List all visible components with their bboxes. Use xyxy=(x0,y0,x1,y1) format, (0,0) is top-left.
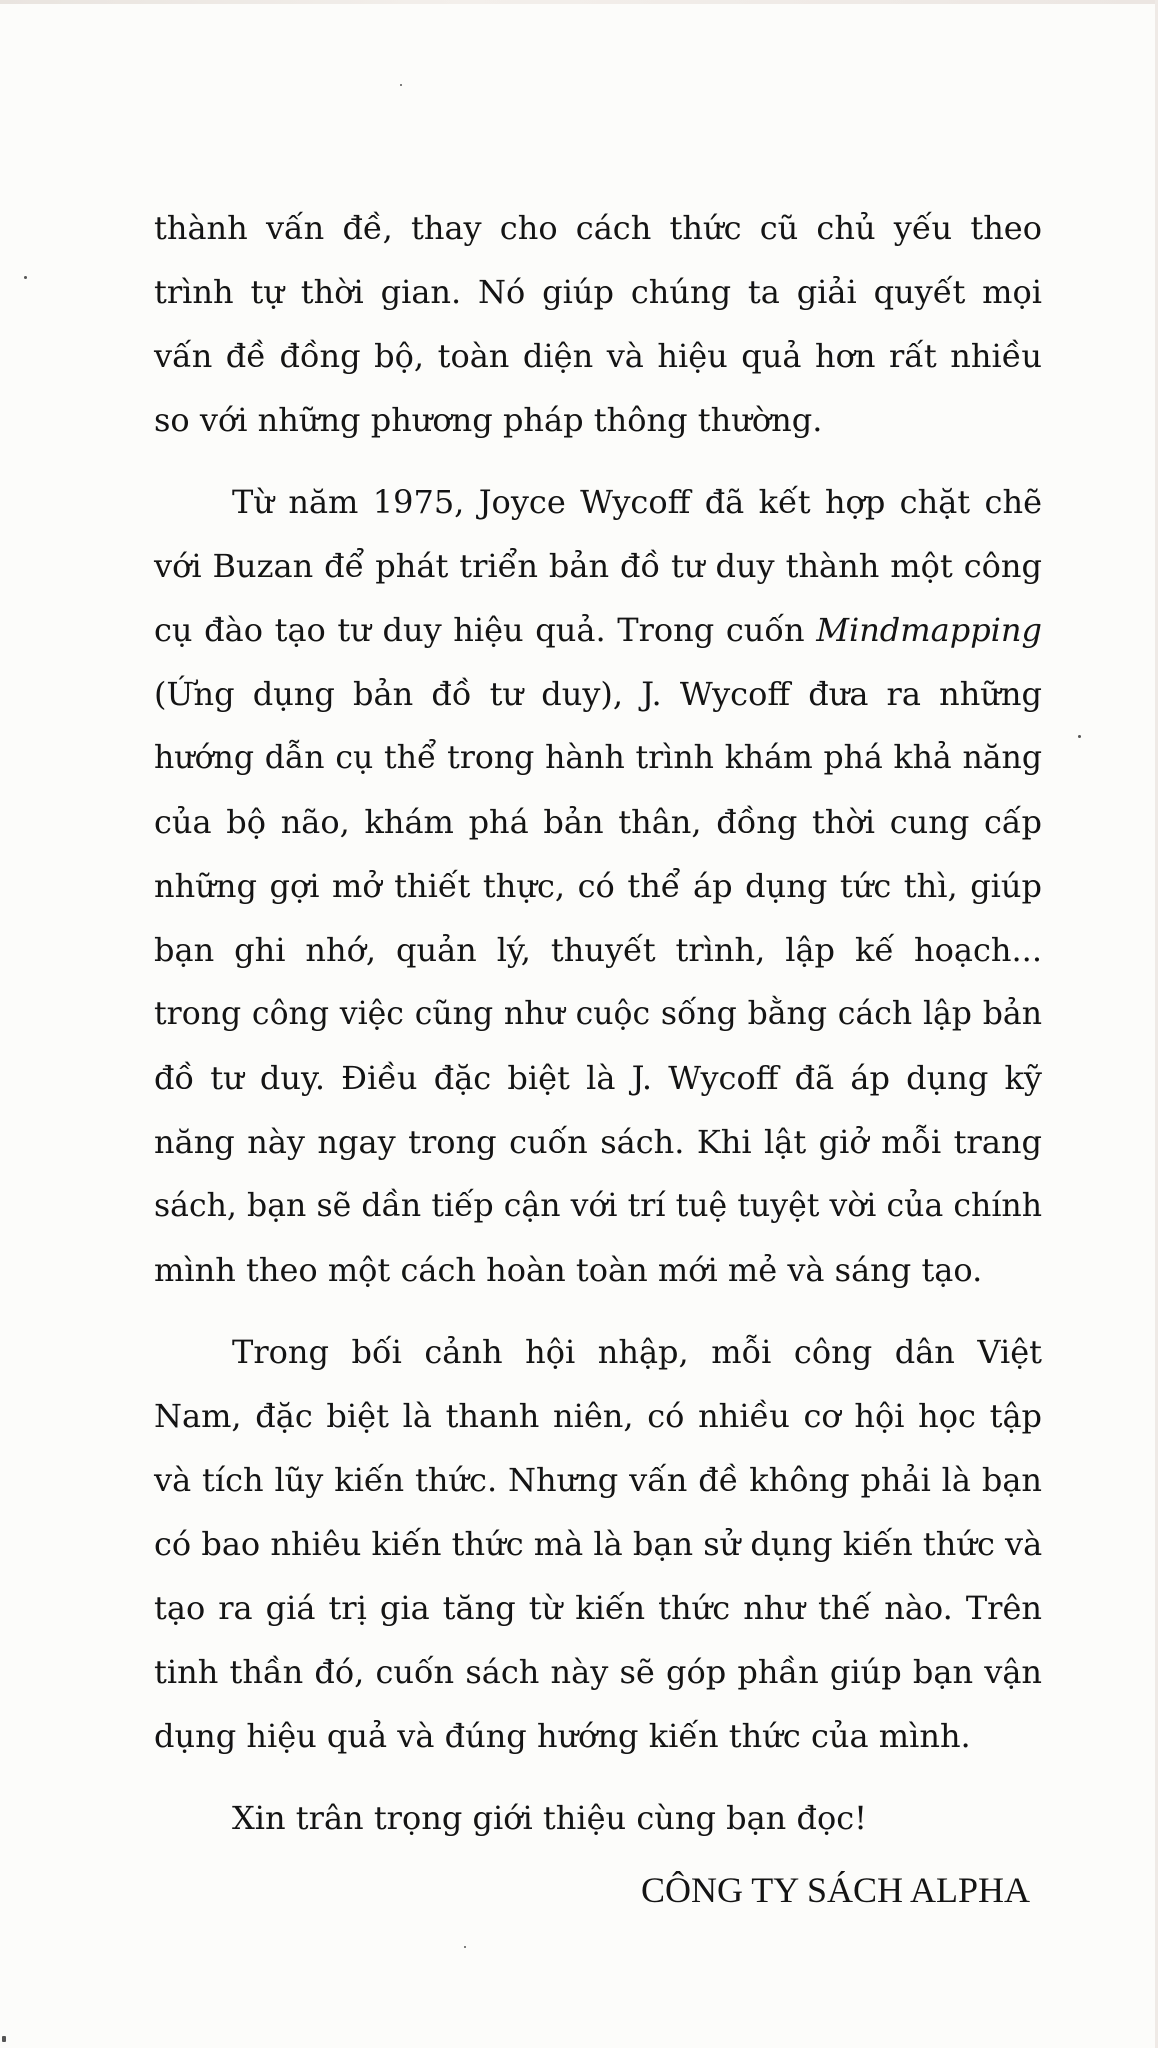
paragraph-3 xyxy=(154,1320,1042,1768)
text-line: dụng hiệu quả và đúng hướng kiến thức của mình. xyxy=(154,1717,971,1755)
text-line: vấn đề đồng bộ, toàn diện và hiệu quả hơn rất nhiều xyxy=(154,337,1042,375)
text-line: Nam, đặc biệt là thanh niên, có nhiều cơ hội học tập xyxy=(154,1397,1042,1435)
text-line: và tích lũy kiến thức. Nhưng vấn đề không phải là bạn xyxy=(154,1461,1042,1499)
text-line: so với những phương pháp thông thường. xyxy=(154,401,823,439)
book-title-italic: Mindmapping xyxy=(816,611,1042,649)
page-top-edge xyxy=(0,0,1158,4)
text-line-with-title: cụ đào tạo tư duy hiệu quả. Trong cuốn Mindmapping xyxy=(154,611,1042,649)
paragraph-2 xyxy=(154,470,1042,1302)
print-speck xyxy=(24,276,27,279)
closing-line: Xin trân trọng giới thiệu cùng bạn đọc! xyxy=(232,1799,867,1837)
text-line: hướng dẫn cụ thể trong hành trình khám phá khả năng xyxy=(154,740,1042,776)
publisher-signature: CÔNG TY SÁCH ALPHA xyxy=(640,1870,1030,1910)
text-line: bạn ghi nhớ, quản lý, thuyết trình, lập kế hoạch... xyxy=(154,931,1042,969)
paragraph-1 xyxy=(154,196,1042,452)
text-line: trình tự thời gian. Nó giúp chúng ta giải quyết mọi xyxy=(154,273,1042,311)
print-speck xyxy=(2,2036,6,2042)
text-line: sách, bạn sẽ dần tiếp cận với trí tuệ tuyệt vời của chính xyxy=(154,1188,1042,1224)
text-line: (Ứng dụng bản đồ tư duy), J. Wycoff đưa ra những xyxy=(154,675,1042,713)
text-line: tạo ra giá trị gia tăng từ kiến thức như thế nào. Trên xyxy=(154,1589,1042,1627)
text-line: trong công việc cũng như cuộc sống bằng cách lập bản xyxy=(154,996,1042,1032)
print-speck xyxy=(464,1946,466,1948)
text-line: năng này ngay trong cuốn sách. Khi lật giở mỗi trang xyxy=(154,1123,1042,1161)
text-line: mình theo một cách hoàn toàn mới mẻ và sáng tạo. xyxy=(154,1251,983,1289)
print-speck xyxy=(400,84,402,86)
text-line: những gợi mở thiết thực, có thể áp dụng tức thì, giúp xyxy=(154,867,1042,905)
text-line: Từ năm 1975, Joyce Wycoff đã kết hợp chặt chẽ xyxy=(232,483,1042,521)
text-line: đồ tư duy. Điều đặc biệt là J. Wycoff đã áp dụng kỹ xyxy=(154,1059,1042,1097)
print-speck xyxy=(1078,735,1081,738)
body-text xyxy=(154,196,1042,1922)
text-line: Trong bối cảnh hội nhập, mỗi công dân Việt xyxy=(232,1333,1042,1371)
paragraph-4 xyxy=(154,1786,1042,1850)
text-line: thành vấn đề, thay cho cách thức cũ chủ yếu theo xyxy=(154,209,1042,247)
text-line: tinh thần đó, cuốn sách này sẽ góp phần giúp bạn vận xyxy=(154,1653,1042,1691)
text-line: có bao nhiêu kiến thức mà là bạn sử dụng kiến thức và xyxy=(154,1525,1043,1563)
text-line: với Buzan để phát triển bản đồ tư duy thành một công xyxy=(154,547,1042,585)
text-line: của bộ não, khám phá bản thân, đồng thời cung cấp xyxy=(154,803,1042,841)
